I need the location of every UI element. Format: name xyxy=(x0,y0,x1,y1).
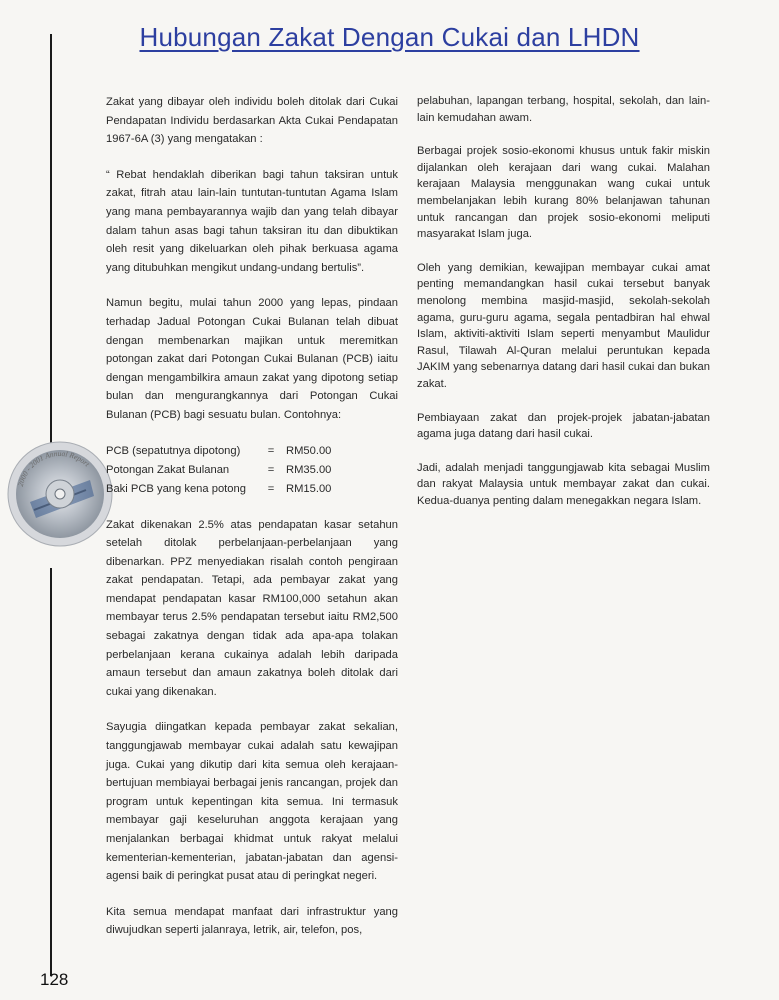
paragraph: Berbagai projek sosio-ekonomi khusus untuk fakir miskin dijalankan oleh kerajaan dari wang cukai. Malahan kerajaan Malaysia menggunakan wang cukai untuk membelanjakan lebih kurang 80% belanjawan tahunan untuk rancangan dan projek sosio-ekonomi meliputi masyarakat Islam juga. xyxy=(417,145,710,241)
disc-caption: 2000 - 2001 Annual Report xyxy=(15,448,92,488)
calc-row xyxy=(106,442,331,461)
margin-rule-top xyxy=(50,34,52,446)
calc-equals: = xyxy=(267,482,275,495)
pcb-calculation-table xyxy=(106,442,331,499)
calc-amount: RM35.00 xyxy=(286,463,332,476)
quote-paragraph: “ Rebat hendaklah diberikan bagi tahun taksiran untuk zakat, fitrah atau lain-lain tuntutan-tuntutan Agama Islam yang mana pembayarannya wajib dan yang telah dibayar dalam tahun asas bagi tahun taksiran itu dan dibuktikan oleh resit yang dikeluarkan oleh pihak berkuasa agama yang ditubuhkan mengikut undang-undang bertulis”. xyxy=(106,168,398,274)
calc-amount: RM15.00 xyxy=(286,482,332,495)
right-column xyxy=(417,93,710,526)
paragraph: Namun begitu, mulai tahun 2000 yang lepas, pindaan terhadap Jadual Potongan Cukai Bulanan telah dibuat dengan membenarkan majikan untuk meremitkan potongan zakat dari Potongan Cukai Bulanan (PCB) iaitu dengan mengambilkira amaun zakat yang dipotong setiap bulan dan mengurangkannya dari Potongan Cukai Bulanan (PCB) bagi sesuatu bulan. Contohnya: xyxy=(106,297,398,421)
paragraph: pelabuhan, lapangan terbang, hospital, sekolah, dan lain-lain kemudahan awam. xyxy=(417,95,710,124)
paragraph: Oleh yang demikian, kewajipan membayar cukai amat penting memandangkan hasil cukai tersebut banyak menolong membina masjid-masjid, sekolah-sekolah agama, guru-guru agama, segala pentadbiran hal ehwal Islam, aktiviti-aktiviti Islam seperti menyambut Maulidur Rasul, Tilawah Al-Quran melalui peruntukan kepada JAKIM yang sebenarnya datang dari hasil cukai dan bukan zakat. xyxy=(417,261,710,390)
margin-rule-bottom xyxy=(50,568,52,976)
paragraph: Zakat yang dibayar oleh individu boleh ditolak dari Cukai Pendapatan Individu berdasarkan Akta Cukai Pendapatan 1967-6A (3) yang mengatakan : xyxy=(106,96,398,146)
left-column xyxy=(106,93,398,957)
paragraph: Jadi, adalah menjadi tanggungjawab kita sebagai Muslim dan rakyat Malaysia untuk membayar zakat dan cukai. Kedua-duanya penting dalam menegakkan negara Islam. xyxy=(417,461,710,507)
calc-label: Potongan Zakat Bulanan xyxy=(106,463,230,476)
paragraph: Kita semua mendapat manfaat dari infrastruktur yang diwujudkan seperti jalanraya, letrik, air, telefon, pos, xyxy=(106,905,398,937)
cd-disc-icon xyxy=(6,440,114,548)
calc-amount: RM50.00 xyxy=(286,444,332,457)
calc-label: PCB (sepatutnya dipotong) xyxy=(106,444,241,457)
paragraph: Pembiayaan zakat dan projek-projek jabatan-jabatan agama juga datang dari hasil cukai. xyxy=(417,411,710,441)
page-title: Hubungan Zakat Dengan Cukai dan LHDN xyxy=(139,22,640,52)
calc-equals: = xyxy=(267,463,275,476)
page-number: 128 xyxy=(40,970,69,989)
calc-equals: = xyxy=(267,444,275,457)
paragraph: Sayugia diingatkan kepada pembayar zakat sekalian, tanggungjawab membayar cukai adalah satu kewajipan juga. Cukai yang dikutip dari kita semua oleh kerajaan-bertujuan membiayai berbagai jenis rancangan, projek dan program untuk kepentingan kita semua. Ini termasuk membayar gaji keseluruhan anggota kerajaan yang menjalankan berbagai khidmat untuk rakyat melalui kementerian-kementerian, jabatan-jabatan dan agensi-agensi baik di peringkat pusat atau di peringkat negeri. xyxy=(106,721,398,883)
calc-label: Baki PCB yang kena potong xyxy=(106,482,246,495)
paragraph: Zakat dikenakan 2.5% atas pendapatan kasar setahun setelah ditolak perbelanjaan-perbelanjaan yang dibenarkan. PPZ menyediakan risalah contoh pengiraan zakat pendapatan. Tetapi, ada pembayar zakat yang mendapat pendapatan kasar RM100,000 setahun akan membayar terus 2.5% pendapatan tersebut iaitu RM2,500 sebagai zakatnya dengan tidak ada apa-apa tolakan perbelanjaan kerana cukainya adalah lebih daripada amaun tersebut dan amaun zakatnya boleh ditolak dari cukai yang dikenakan. xyxy=(106,518,398,698)
calc-row xyxy=(106,461,331,480)
calc-row xyxy=(106,480,331,499)
